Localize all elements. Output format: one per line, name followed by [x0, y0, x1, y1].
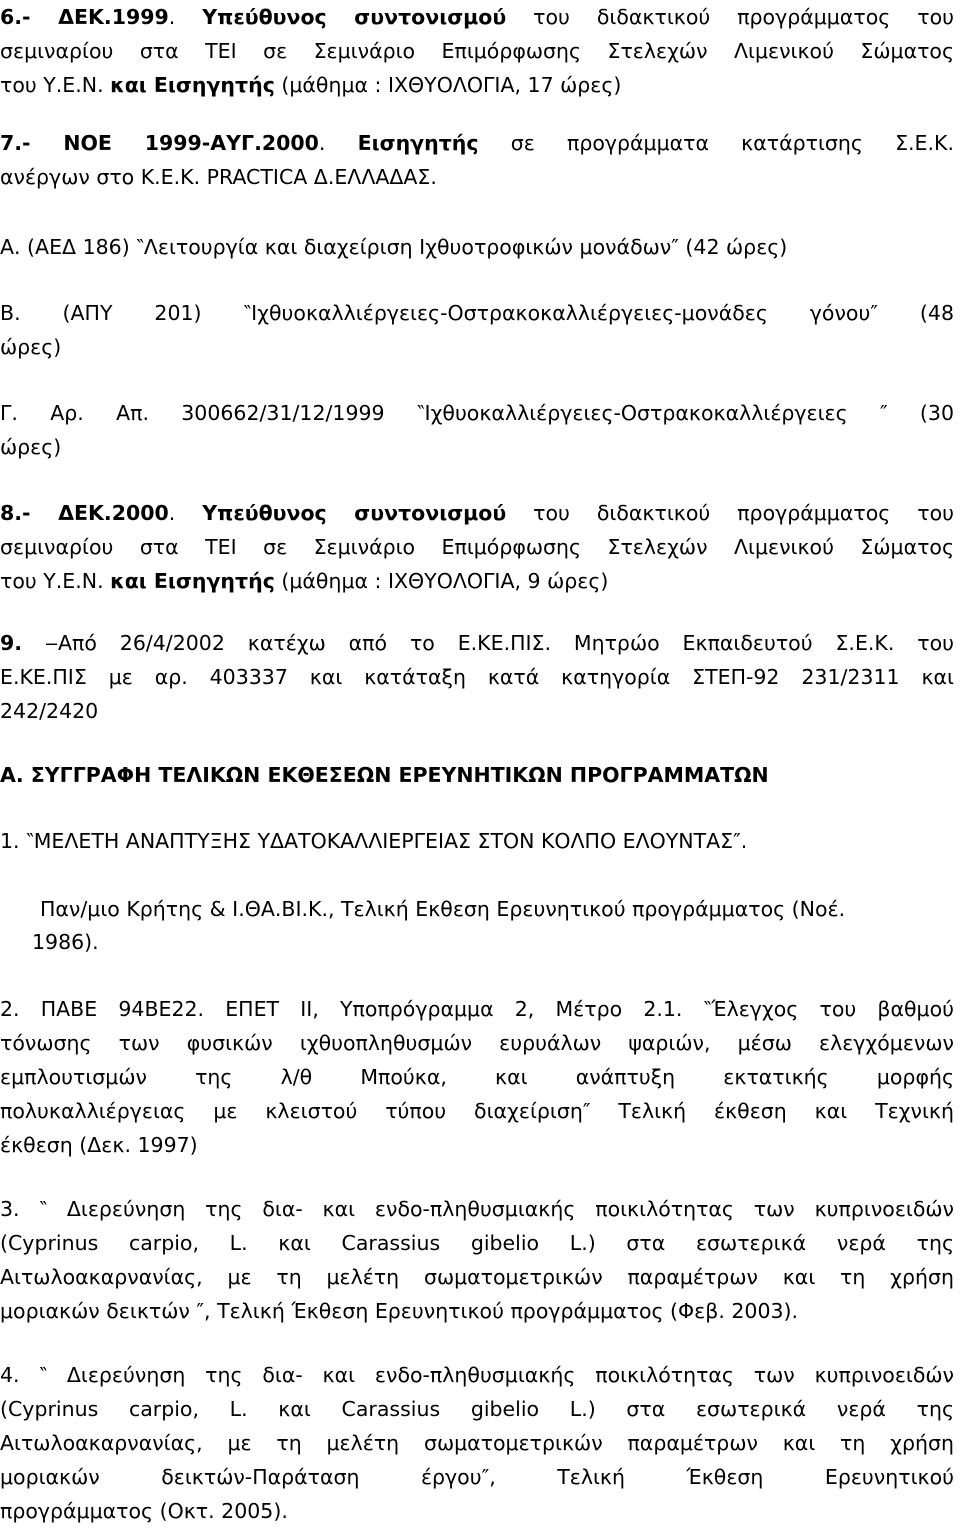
item-8-role: Υπεύθυνος συντονισμού — [202, 501, 507, 525]
item-6-role: Υπεύθυνος συντονισμού — [202, 5, 507, 29]
item-7-line-1: 7.- ΝΟΕ 1999-ΑΥΓ.2000. Εισηγητής σε προγράμματα κατάρτισης Σ.Ε.Κ. — [0, 131, 954, 155]
item-7-line-2: ανέργων στο Κ.Ε.Κ. PRACTICA Δ.ΕΛΛΑΔΑΣ. — [0, 165, 437, 189]
item-6-line-3: του Υ.Ε.Ν. και Εισηγητής (μάθημα : ΙΧΘΥΟΛΟΓΙΑ, 17 ώρες) — [0, 73, 622, 97]
item-9: 9. ‒Από 26/4/2002 κατέχω από το Ε.ΚΕ.ΠΙΣ. Μητρώο Εκπαιδευτού Σ.Ε.Κ. του Ε.ΚΕ.ΠΙΣ με αρ. 403337 και κατάταξη κατά κατηγορία ΣΤΕΠ-92 231/2311 και 242/2420 — [0, 631, 954, 723]
report-4: 4. ‶ Διερεύνηση της δια- και ενδο-πληθυσμιακής ποικιλότητας των κυπρινοειδών (Cyprinus carpio, L. και Carassius gibelio L.) στα εσωτερικά νερά της Αιτωλοακαρνανίας, με τη μελέτη σωματομετρικών παραμέτρων και τη χρήση μοριακών δεικτών-Παράταση έργου″, Τελική Έκθεση Ερευνητικού προγράμματος (Οκτ. 2005). — [0, 1363, 954, 1523]
item-7-c: Γ. Αρ. Απ. 300662/31/12/1999 ‶Ιχθυοκαλλιέργειες-Οστρακοκαλλιέργειες ″ (30 ώρες) — [0, 401, 954, 459]
section-a-title: Α. ΣΥΓΓΡΑΦΗ ΤΕΛΙΚΩΝ ΕΚΘΕΣΕΩΝ ΕΡΕΥΝΗΤΙΚΩΝ ΠΡΟΓΡΑΜΜΑΤΩΝ — [0, 763, 769, 787]
report-1-detail: Παν/μιο Κρήτης & Ι.ΘΑ.ΒΙ.Κ., Τελική Εκθεση Ερευνητικού προγράμματος (Νοέ. — [40, 897, 846, 921]
report-1: 1. ‶ΜΕΛΕΤΗ ΑΝΑΠΤΥΞΗΣ ΥΔΑΤΟΚΑΛΛΙΕΡΓΕΙΑΣ ΣΤΟΝ ΚΟΛΠΟ ΕΛΟΥΝΤΑΣ″. — [0, 829, 748, 853]
report-2: 2. ΠΑΒΕ 94ΒΕ22. ΕΠΕΤ ΙΙ, Υποπρόγραμμα 2, Μέτρο 2.1. ‶Έλεγχος του βαθμού τόνωσης των φυσικών ιχθυοπληθυσμών ευρυάλων ψαριών, μέσω ελεγχόμενων εμπλουτισμών της λ/θ Μπούκα, και ανάπτυξη εκτατικής μορφής πολυκαλλιέργειας με κλειστού τύπου διαχείριση″ Τελική έκθεση και Τεχνική έκθεση (Δεκ. 1997) — [0, 997, 954, 1157]
report-3: 3. ‶ Διερεύνηση της δια- και ενδο-πληθυσμιακής ποικιλότητας των κυπρινοειδών (Cyprinus carpio, L. και Carassius gibelio L.) στα εσωτερικά νερά της Αιτωλοακαρνανίας, με τη μελέτη σωματομετρικών παραμέτρων και τη χρήση μοριακών δεικτών ″, Τελική Έκθεση Ερευνητικού προγράμματος (Φεβ. 2003). — [0, 1197, 954, 1323]
item-6-date: ΔΕΚ.1999 — [58, 5, 169, 29]
item-7 — [0, 126, 954, 194]
item-7-b: Β. (ΑΠΥ 201) ‶Ιχθυοκαλλιέργειες-Οστρακοκαλλιέργειες-μονάδες γόνου″ (48 ώρες) — [0, 301, 954, 359]
item-6-line-1: 6.- ΔΕΚ.1999. Υπεύθυνος συντονισμού του διδακτικού προγράμματος του — [0, 5, 954, 29]
report-1-year: 1986). — [32, 930, 99, 954]
item-8-line-3: του Υ.Ε.Ν. και Εισηγητής (μάθημα : ΙΧΘΥΟΛΟΓΙΑ, 9 ώρες) — [0, 569, 609, 593]
item-7-role: Εισηγητής — [357, 131, 479, 155]
item-6-line-2: σεμιναρίου στα ΤΕΙ σε Σεμινάριο Επιμόρφωσης Στελεχών Λιμενικού Σώματος — [0, 39, 954, 63]
item-7-a: Α. (ΑΕΔ 186) ‶Λειτουργία και διαχείριση Ιχθυοτροφικών μονάδων″ (42 ώρες) — [0, 235, 788, 259]
item-8-line-2: σεμιναρίου στα ΤΕΙ σε Σεμινάριο Επιμόρφωσης Στελεχών Λιμενικού Σώματος — [0, 535, 954, 559]
item-8-line-1: 8.- ΔΕΚ.2000. Υπεύθυνος συντονισμού του διδακτικού προγράμματος του — [0, 501, 955, 525]
item-6 — [0, 0, 954, 102]
item-8 — [0, 496, 954, 598]
